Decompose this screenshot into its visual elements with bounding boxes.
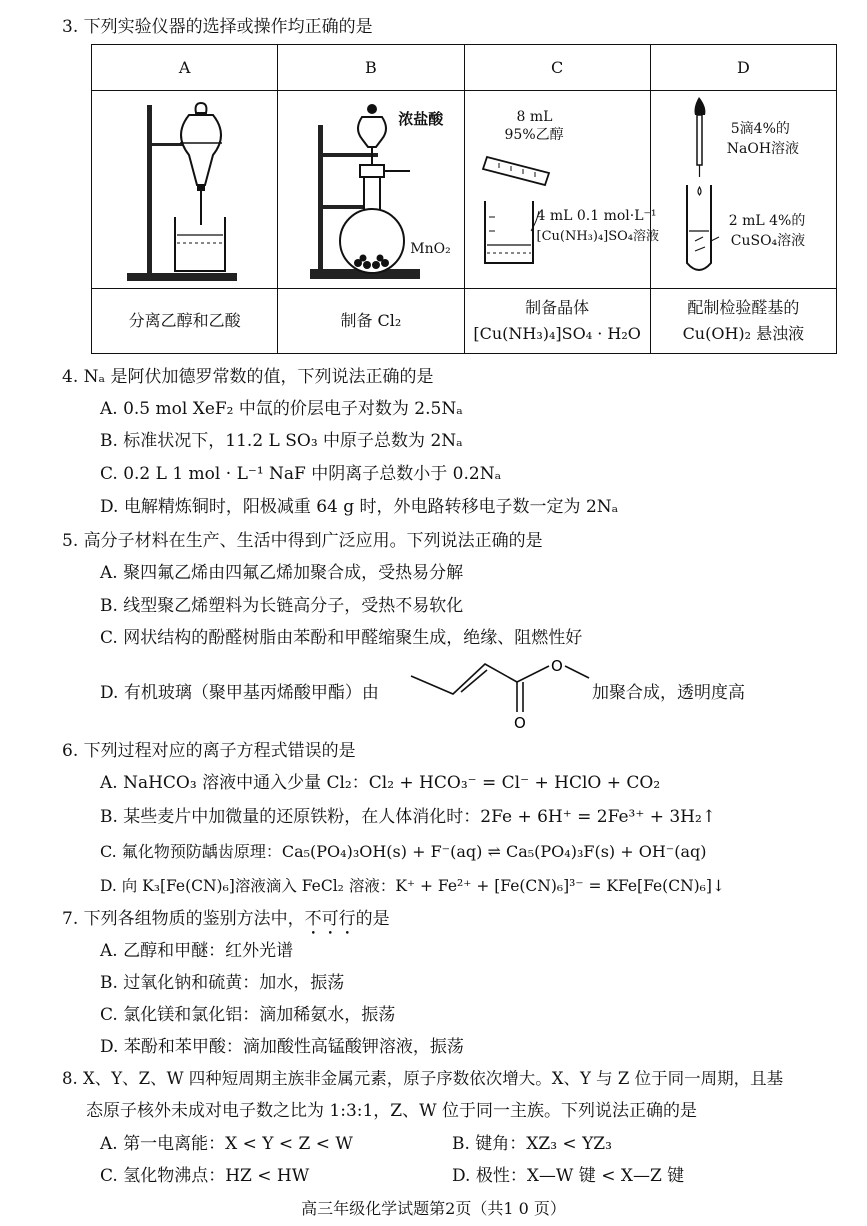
question-7-option-a: A. 乙醇和甲醚：红外光谱 (100, 941, 294, 961)
question-7-option-d: D. 苯酚和苯甲酸：滴加酸性高锰酸钾溶液，振荡 (100, 1037, 464, 1057)
apparatus-c-cell (464, 91, 660, 289)
question-7-stem: 7. 下列各组物质的鉴别方法中，不可行的是 (62, 909, 390, 929)
label-ethanol-volume: 8 mL (516, 109, 553, 125)
label-complex-solution: [Cu(NH₃)₄]SO₄溶液 (536, 229, 660, 244)
caption-c: 制备晶体 [Cu(NH₃)₄]SO₄ · H₂O (464, 289, 650, 354)
apparatus-a-cell (92, 91, 278, 289)
emphasized-not-feasible: 不可行 (304, 909, 356, 929)
column-header-a: A (92, 45, 278, 91)
question-8-stem-line-2: 态原子核外未成对电子数之比为 1:3:1，Z、W 位于同一主族。下列说法正确的是 (86, 1101, 697, 1121)
question-6-option-d: D. 向 K₃[Fe(CN)₆]溶液滴入 FeCl₂ 溶液：K⁺ + Fe²⁺ + [Fe(CN)₆]³⁻ = KFe[Fe(CN)₆]↓ (100, 877, 725, 895)
column-header-c: C (464, 45, 650, 91)
question-6-option-b: B. 某些麦片中加微量的还原铁粉，在人体消化时：2Fe + 6H⁺ = 2Fe³⁺ + 3H₂↑ (100, 807, 717, 827)
question-4-option-a: A. 0.5 mol XeF₂ 中氙的价层电子对数为 2.5Nₐ (100, 399, 463, 419)
apparatus-d-cell (650, 91, 836, 289)
question-8-stem-line-1: 8. X、Y、Z、W 四种短周期主族非金属元素，原子序数依次增大。X、Y 与 Z 位于同一周期，且基 (62, 1069, 784, 1088)
question-5-option-a: A. 聚四氟乙烯由四氟乙烯加聚合成，受热易分解 (100, 563, 464, 583)
copper-hydroxide-figure (651, 91, 851, 281)
separatory-funnel-figure (117, 95, 253, 285)
question-7-option-c: C. 氯化镁和氯化铝：滴加稀氨水，振荡 (100, 1005, 396, 1025)
question-5-option-b: B. 线型聚乙烯塑料为长链高分子，受热不易软化 (100, 596, 464, 616)
apparatus-b-cell (278, 91, 464, 289)
question-4-option-d: D. 电解精炼铜时，阳极减重 64 g 时，外电路转移电子数一定为 2Nₐ (100, 497, 619, 517)
question-6-option-a: A. NaHCO₃ 溶液中通入少量 Cl₂：Cl₂ + HCO₃⁻ = Cl⁻ + HClO + CO₂ (100, 773, 661, 793)
question-6-stem: 6. 下列过程对应的离子方程式错误的是 (62, 741, 356, 761)
column-header-d: D (650, 45, 836, 91)
label-mno2: MnO₂ (410, 241, 451, 257)
question-8-option-b: B. 键角：XZ₃ < YZ₃ (452, 1134, 612, 1154)
question-4-stem: 4. Nₐ 是阿伏加德罗常数的值，下列说法正确的是 (62, 367, 434, 387)
question-5-option-c: C. 网状结构的酚醛树脂由苯酚和甲醛缩聚生成，绝缘、阻燃性好 (100, 628, 583, 648)
question-8-option-a: A. 第一电离能：X < Y < Z < W (100, 1134, 353, 1154)
ester-oxygen-label: O (551, 658, 563, 675)
label-naoh-amount: 5滴4%的 (730, 121, 790, 137)
question-4-option-b: B. 标准状况下，11.2 L SO₃ 中原子总数为 2Nₐ (100, 431, 463, 451)
question-8-option-d: D. 极性：X—W 键 < X—Z 键 (452, 1166, 685, 1186)
label-concentrated-hcl: 浓盐酸 (398, 110, 444, 128)
crystallization-figure (465, 91, 665, 281)
column-header-b: B (278, 45, 464, 91)
label-complex-volume: 4 mL 0.1 mol·L⁻¹ (536, 208, 657, 224)
apparatus-table (91, 44, 837, 354)
question-5-stem: 5. 高分子材料在生产、生活中得到广泛应用。下列说法正确的是 (62, 531, 543, 551)
page-footer: 高三年级化学试题第2页（共1 0 页） (301, 1199, 566, 1218)
label-naoh: NaOH溶液 (726, 141, 800, 157)
label-ethanol: 95%乙醇 (504, 127, 564, 143)
label-cuso4-amount: 2 mL 4%的 (728, 213, 806, 229)
caption-d: 配制检验醛基的 Cu(OH)₂ 悬浊液 (650, 289, 836, 354)
label-cuso4: CuSO₄溶液 (730, 233, 806, 249)
question-8-option-c: C. 氢化物沸点：HZ < HW (100, 1166, 310, 1186)
caption-a: 分离乙醇和乙酸 (92, 289, 278, 354)
methyl-methacrylate-structure (405, 658, 595, 730)
question-3-stem: 3. 下列实验仪器的选择或操作均正确的是 (62, 17, 373, 37)
question-5-option-d-suffix: 加聚合成，透明度高 (592, 683, 745, 703)
carbonyl-oxygen-label: O (514, 714, 526, 730)
caption-b: 制备 Cl₂ (278, 289, 464, 354)
question-7-option-b: B. 过氧化钠和硫黄：加水，振荡 (100, 973, 345, 993)
question-6-option-c: C. 氟化物预防龋齿原理：Ca₅(PO₄)₃OH(s) + F⁻(aq) ⇌ Ca₅(PO₄)₃F(s) + OH⁻(aq) (100, 842, 707, 861)
question-4-option-c: C. 0.2 L 1 mol · L⁻¹ NaF 中阴离子总数小于 0.2Nₐ (100, 464, 502, 484)
question-5-option-d-prefix: D. 有机玻璃（聚甲基丙烯酸甲酯）由 (100, 683, 379, 703)
